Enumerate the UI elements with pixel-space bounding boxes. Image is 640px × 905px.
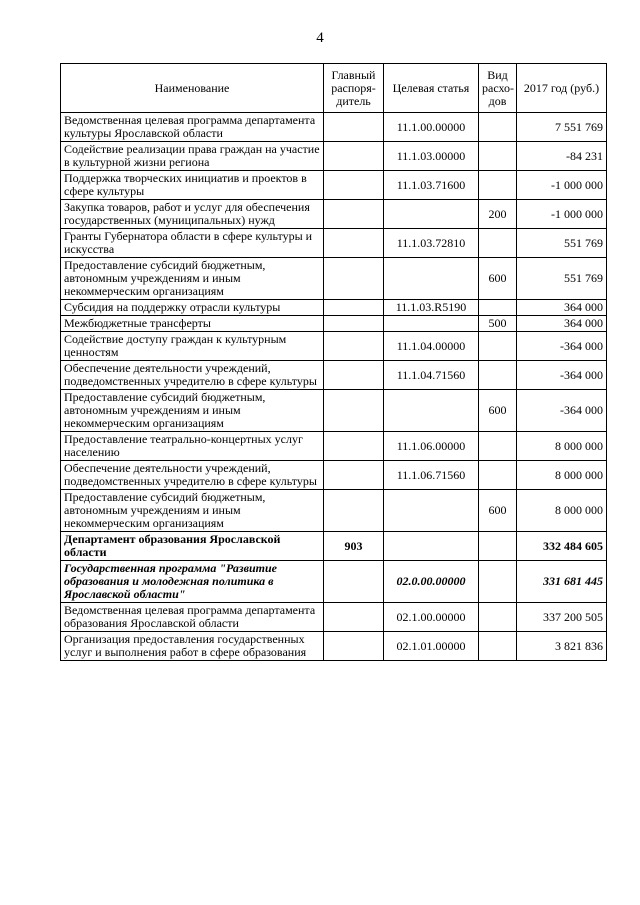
row-article: 02.1.00.00000 xyxy=(384,603,479,632)
row-admin: 903 xyxy=(324,532,384,561)
row-name: Закупка товаров, работ и услуг для обеспечения государственных (муниципальных) нужд xyxy=(61,200,324,229)
row-article xyxy=(384,258,479,300)
row-type xyxy=(479,603,517,632)
header-year: 2017 год (руб.) xyxy=(517,64,607,113)
table-row xyxy=(61,171,607,200)
row-article: 02.1.01.00000 xyxy=(384,632,479,661)
row-amount: 364 000 xyxy=(517,316,607,332)
row-type xyxy=(479,432,517,461)
row-article: 11.1.03.72810 xyxy=(384,229,479,258)
row-amount: 364 000 xyxy=(517,300,607,316)
row-type xyxy=(479,171,517,200)
row-type xyxy=(479,561,517,603)
row-admin xyxy=(324,432,384,461)
row-type: 600 xyxy=(479,490,517,532)
row-admin xyxy=(324,258,384,300)
row-name: Предоставление субсидий бюджетным, автономным учреждениям и иным некоммерческим организациям xyxy=(61,390,324,432)
row-amount: -1 000 000 xyxy=(517,171,607,200)
row-type xyxy=(479,142,517,171)
table-row xyxy=(61,332,607,361)
row-type xyxy=(479,113,517,142)
row-amount: 551 769 xyxy=(517,229,607,258)
row-amount: -364 000 xyxy=(517,332,607,361)
row-admin xyxy=(324,390,384,432)
row-admin xyxy=(324,142,384,171)
row-article xyxy=(384,200,479,229)
header-article: Целевая статья xyxy=(384,64,479,113)
row-admin xyxy=(324,332,384,361)
row-article: 11.1.03.R5190 xyxy=(384,300,479,316)
row-article: 11.1.04.00000 xyxy=(384,332,479,361)
row-admin xyxy=(324,632,384,661)
row-name: Гранты Губернатора области в сфере культуры и искусства xyxy=(61,229,324,258)
table-row xyxy=(61,316,607,332)
row-admin xyxy=(324,461,384,490)
row-name: Департамент образования Ярославской области xyxy=(61,532,324,561)
row-name: Предоставление субсидий бюджетным, автономным учреждениям и иным некоммерческим организациям xyxy=(61,490,324,532)
table-row xyxy=(61,561,607,603)
row-type xyxy=(479,461,517,490)
row-name: Содействие доступу граждан к культурным ценностям xyxy=(61,332,324,361)
row-article: 11.1.00.00000 xyxy=(384,113,479,142)
row-type xyxy=(479,332,517,361)
row-amount: 8 000 000 xyxy=(517,432,607,461)
row-type: 600 xyxy=(479,390,517,432)
table-row xyxy=(61,390,607,432)
table-row xyxy=(61,490,607,532)
table-row xyxy=(61,532,607,561)
table-row xyxy=(61,632,607,661)
row-name: Организация предоставления государственных услуг и выполнения работ в сфере образования xyxy=(61,632,324,661)
table-row xyxy=(61,200,607,229)
budget-table xyxy=(60,63,607,661)
row-amount: 7 551 769 xyxy=(517,113,607,142)
row-type xyxy=(479,632,517,661)
row-amount: -364 000 xyxy=(517,390,607,432)
row-name: Предоставление субсидий бюджетным, автономным учреждениям и иным некоммерческим организациям xyxy=(61,258,324,300)
row-name: Межбюджетные трансферты xyxy=(61,316,324,332)
row-type: 200 xyxy=(479,200,517,229)
row-type: 600 xyxy=(479,258,517,300)
row-amount: 8 000 000 xyxy=(517,461,607,490)
row-article: 11.1.04.71560 xyxy=(384,361,479,390)
page-number: 4 xyxy=(316,30,324,46)
row-article xyxy=(384,316,479,332)
row-name: Поддержка творческих инициатив и проектов в сфере культуры xyxy=(61,171,324,200)
row-amount: 3 821 836 xyxy=(517,632,607,661)
row-admin xyxy=(324,300,384,316)
table-row xyxy=(61,432,607,461)
table-row xyxy=(61,229,607,258)
row-amount: 337 200 505 xyxy=(517,603,607,632)
row-admin xyxy=(324,113,384,142)
row-type xyxy=(479,300,517,316)
row-admin xyxy=(324,200,384,229)
row-amount: 332 484 605 xyxy=(517,532,607,561)
row-admin xyxy=(324,316,384,332)
row-amount: -364 000 xyxy=(517,361,607,390)
row-amount: 551 769 xyxy=(517,258,607,300)
row-type xyxy=(479,361,517,390)
row-article: 02.0.00.00000 xyxy=(384,561,479,603)
row-name: Субсидия на поддержку отрасли культуры xyxy=(61,300,324,316)
row-name: Ведомственная целевая программа департамента культуры Ярославской области xyxy=(61,113,324,142)
row-article xyxy=(384,490,479,532)
row-admin xyxy=(324,229,384,258)
row-type xyxy=(479,229,517,258)
row-name: Содействие реализации права граждан на участие в культурной жизни региона xyxy=(61,142,324,171)
table-row xyxy=(61,361,607,390)
row-admin xyxy=(324,361,384,390)
row-name: Обеспечение деятельности учреждений, подведомственных учредителю в сфере культуры xyxy=(61,361,324,390)
row-amount: -1 000 000 xyxy=(517,200,607,229)
header-admin: Главный распоря-дитель xyxy=(324,64,384,113)
row-article xyxy=(384,390,479,432)
row-admin xyxy=(324,171,384,200)
row-amount: -84 231 xyxy=(517,142,607,171)
row-article: 11.1.06.00000 xyxy=(384,432,479,461)
table-row xyxy=(61,461,607,490)
table-row xyxy=(61,113,607,142)
row-admin xyxy=(324,490,384,532)
row-type xyxy=(479,532,517,561)
row-admin xyxy=(324,603,384,632)
table-row xyxy=(61,603,607,632)
row-name: Государственная программа "Развитие образования и молодежная политика в Ярославской области" xyxy=(61,561,324,603)
header-name: Наименование xyxy=(61,64,324,113)
table-row xyxy=(61,300,607,316)
table-row xyxy=(61,142,607,171)
row-type: 500 xyxy=(479,316,517,332)
row-amount: 8 000 000 xyxy=(517,490,607,532)
table-row xyxy=(61,258,607,300)
row-article: 11.1.06.71560 xyxy=(384,461,479,490)
row-name: Обеспечение деятельности учреждений, подведомственных учредителю в сфере культуры xyxy=(61,461,324,490)
row-article: 11.1.03.71600 xyxy=(384,171,479,200)
table-header-row xyxy=(61,64,607,113)
row-amount: 331 681 445 xyxy=(517,561,607,603)
row-name: Предоставление театрально-концертных услуг населению xyxy=(61,432,324,461)
header-type: Вид расхо-дов xyxy=(479,64,517,113)
row-name: Ведомственная целевая программа департамента образования Ярославской области xyxy=(61,603,324,632)
row-admin xyxy=(324,561,384,603)
row-article: 11.1.03.00000 xyxy=(384,142,479,171)
row-article xyxy=(384,532,479,561)
